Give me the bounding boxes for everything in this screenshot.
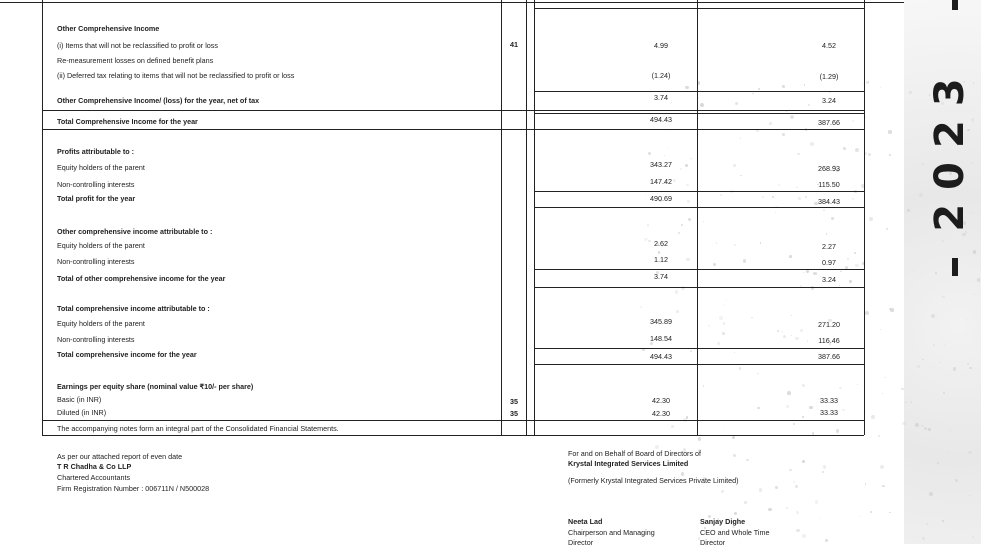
pattern-dot (658, 251, 660, 253)
pattern-dot (888, 130, 891, 133)
oci-attr-heading: Other comprehensive income attributable to : (57, 227, 213, 236)
profits-nci-py: 115.50 (818, 180, 840, 189)
auditor-line1: As per our attached report of even date (57, 452, 183, 461)
pattern-dot (889, 154, 890, 155)
pattern-dot (724, 304, 725, 305)
pattern-dot (943, 392, 945, 394)
tci-attr-nci-label: Non-controlling interests (57, 335, 135, 344)
pattern-dot (926, 523, 928, 525)
pattern-dot (820, 518, 821, 519)
pattern-dot (866, 81, 868, 83)
pattern-dot (859, 516, 860, 517)
profits-equity-label: Equity holders of the parent (57, 163, 145, 172)
pattern-dot (917, 365, 920, 368)
pattern-dot (804, 84, 806, 86)
pattern-dot (825, 539, 828, 542)
pattern-dot (802, 384, 805, 387)
pattern-dot (795, 485, 798, 488)
pattern-dot (777, 330, 779, 332)
tci-attr-total-cy: 494.43 (650, 352, 672, 361)
pattern-dot (942, 296, 944, 298)
board-line1: For and on Behalf of Board of Directors of (568, 449, 702, 458)
pattern-dot (666, 131, 668, 133)
pattern-dot (782, 85, 785, 88)
pattern-dot (967, 363, 969, 365)
pattern-dot (723, 322, 726, 325)
oci-item-i: (i) Items that will not be reclassified to profit or loss (57, 41, 218, 50)
signatory-1-role: Chairperson and Managing (568, 528, 655, 537)
pattern-dot (968, 451, 972, 455)
oci-attr-total-label: Total of other comprehensive income for the year (57, 274, 226, 283)
pattern-dot (851, 146, 852, 147)
pattern-dot (966, 319, 967, 320)
pattern-dot (703, 221, 704, 222)
table-left-border (42, 0, 43, 435)
eps-diluted-label: Diluted (in INR) (57, 408, 107, 417)
rule (534, 287, 864, 288)
oci-heading: Other Comprehensive Income (57, 24, 160, 33)
pattern-dot (783, 335, 786, 338)
signatory-2-role: CEO and Whole Time (700, 528, 770, 537)
pattern-dot (734, 244, 736, 246)
tci-attr-nci-py: 116.46 (818, 336, 840, 345)
pattern-dot (870, 511, 872, 513)
board-company: Krystal Integrated Services Limited (568, 459, 689, 468)
pattern-dot (922, 537, 925, 540)
pattern-dot (806, 270, 808, 272)
eps-diluted-cy: 42.30 (652, 409, 670, 418)
pattern-dot (786, 507, 788, 509)
pattern-dot (886, 228, 887, 229)
pattern-dot (931, 314, 934, 317)
pattern-dot (909, 143, 910, 144)
pattern-dot (720, 194, 722, 196)
oci-attr-total-py: 3.24 (822, 275, 836, 284)
pattern-dot (882, 393, 883, 394)
pattern-dot (940, 362, 941, 363)
pattern-dot (793, 423, 795, 425)
py-col-left-rule (697, 0, 698, 435)
pattern-dot (787, 391, 791, 395)
pattern-dot (775, 486, 778, 489)
eps-basic-note: 35 (510, 397, 518, 406)
tci-attr-equity-cy: 345.89 (650, 317, 672, 326)
oci-attr-nci-py: 0.97 (822, 258, 836, 267)
tci-attr-heading: Total comprehensive income attributable to : (57, 304, 210, 313)
oci-attr-equity-cy: 2.62 (654, 239, 668, 248)
pattern-dot (735, 102, 738, 105)
rule (534, 207, 864, 208)
profits-total-cy: 490.69 (650, 194, 672, 203)
pattern-dot (790, 115, 794, 119)
pattern-dot (963, 431, 964, 432)
pattern-dot (726, 300, 727, 301)
pattern-dot (913, 271, 914, 272)
profits-equity-cy: 343.27 (650, 160, 672, 169)
pattern-dot (724, 430, 725, 431)
year-dash (952, 258, 958, 276)
pattern-dot (744, 501, 747, 504)
pattern-dot (796, 187, 798, 189)
signatory-2-role2: Director (700, 538, 726, 547)
tci-attr-equity-py: 271.20 (818, 320, 840, 329)
pattern-dot (648, 152, 651, 155)
eps-diluted-py: 33.33 (820, 408, 838, 417)
pattern-dot (826, 233, 827, 234)
tci-cy: 494.43 (650, 115, 672, 124)
pattern-dot (901, 388, 903, 390)
pattern-dot (734, 512, 737, 515)
signatory-1-name: Neeta Lad (568, 517, 603, 526)
pattern-dot (733, 164, 737, 168)
auditor-line4: Firm Registration Number : 006711N / N500028 (57, 484, 210, 493)
signatory-2-name: Sanjay Dighe (700, 517, 746, 526)
pattern-dot (822, 471, 824, 473)
pattern-dot (823, 209, 825, 211)
pattern-dot (797, 153, 799, 155)
oci-attr-equity-label: Equity holders of the parent (57, 241, 145, 250)
dot-pattern (600, 80, 980, 544)
pattern-dot (905, 402, 907, 404)
pattern-dot (782, 133, 785, 136)
pattern-dot (717, 342, 720, 345)
pattern-dot (685, 86, 688, 89)
pattern-dot (880, 329, 881, 330)
pattern-dot (751, 317, 752, 318)
pattern-dot (789, 255, 792, 258)
year-dash-top (952, 0, 958, 10)
pattern-dot (973, 82, 974, 83)
oci-remeasurement: Re-measurement losses on defined benefit plans (57, 56, 214, 65)
pattern-dot (668, 147, 669, 148)
oci-remeasurement-cy: 4.99 (654, 41, 668, 50)
tci-attr-equity-label: Equity holders of the parent (57, 319, 145, 328)
pattern-dot (823, 465, 827, 469)
pattern-dot (948, 452, 949, 453)
pattern-dot (915, 423, 919, 427)
auditor-firm: T R Chadha & Co LLP (57, 462, 132, 471)
eps-heading: Earnings per equity share (nominal value ₹10/- per share) (57, 382, 254, 391)
pattern-dot (708, 325, 710, 327)
pattern-dot (675, 290, 678, 293)
pattern-dot (944, 344, 945, 345)
signatory-1-role2: Director (568, 538, 594, 547)
pattern-dot (802, 460, 805, 463)
tci-attr-nci-cy: 148.54 (650, 334, 672, 343)
pattern-dot (880, 87, 881, 88)
pattern-dot (759, 488, 762, 491)
pattern-dot (758, 88, 760, 90)
pattern-dot (836, 429, 840, 433)
oci-item-ii: (ii) Deferred tax relating to items that will not be reclassified to profit or loss (57, 71, 295, 80)
pattern-dot (840, 271, 842, 273)
tci-attr-total-py: 387.66 (818, 352, 840, 361)
pattern-dot (676, 310, 678, 312)
profits-total-label: Total profit for the year (57, 194, 136, 203)
pattern-dot (972, 536, 974, 538)
pattern-dot (734, 352, 735, 353)
pattern-dot (775, 212, 776, 213)
pattern-dot (929, 492, 932, 495)
pattern-dot (911, 401, 912, 402)
pattern-dot (647, 224, 650, 227)
rule (534, 364, 864, 365)
pattern-dot (955, 479, 958, 482)
oci-attr-total-cy: 3.74 (654, 272, 668, 281)
pattern-dot (671, 425, 674, 428)
oci-net-cy: 3.74 (654, 93, 668, 102)
pattern-dot (757, 407, 760, 410)
pattern-dot (752, 93, 753, 94)
note-col-left-rule (501, 0, 502, 435)
pattern-dot (949, 430, 950, 431)
year-banner (927, 40, 973, 250)
tci-py: 387.66 (818, 118, 840, 127)
cy-col-left-rule (534, 0, 535, 435)
pattern-dot (739, 367, 742, 370)
pattern-dot (924, 427, 927, 430)
pattern-dot (969, 367, 971, 369)
pattern-dot (713, 263, 716, 266)
pattern-dot (722, 332, 725, 335)
pattern-dot (922, 163, 924, 165)
rule (42, 435, 864, 436)
pattern-dot (839, 387, 841, 389)
pattern-dot (762, 196, 764, 198)
pattern-dot (864, 486, 866, 488)
pattern-dot (666, 489, 667, 490)
pattern-dot (769, 122, 772, 125)
oci-attr-nci-cy: 1.12 (654, 255, 668, 264)
pattern-dot (757, 373, 758, 374)
pattern-dot (640, 306, 642, 308)
oci-attr-nci-label: Non-controlling interests (57, 257, 135, 266)
pattern-dot (869, 217, 872, 220)
pattern-dot (688, 218, 691, 221)
rule (534, 113, 864, 114)
pattern-dot (796, 511, 799, 514)
profits-equity-py: 268.93 (818, 164, 840, 173)
eps-diluted-note: 35 (510, 409, 518, 418)
tci-label: Total Comprehensive Income for the year (57, 117, 198, 126)
pattern-dot (700, 103, 704, 107)
rule (42, 420, 864, 421)
year-label: 2023 (927, 64, 973, 232)
pattern-dot (933, 344, 935, 346)
pattern-dot (760, 242, 761, 243)
pattern-dot (865, 483, 867, 485)
pattern-dot (743, 259, 747, 263)
pattern-dot (854, 252, 856, 254)
eps-basic-py: 33.33 (820, 396, 838, 405)
rule (42, 129, 864, 130)
pattern-dot (740, 175, 741, 176)
table-right-border (864, 0, 865, 435)
pattern-dot (884, 377, 886, 379)
pattern-dot (786, 405, 789, 408)
pattern-dot (937, 462, 939, 464)
pattern-dot (919, 193, 923, 197)
pattern-dot (791, 315, 792, 316)
eps-basic-cy: 42.30 (652, 396, 670, 405)
rule (534, 348, 864, 349)
pattern-dot (880, 465, 884, 469)
pattern-dot (928, 428, 931, 431)
rule (534, 269, 864, 270)
oci-remeasurement-py: 4.52 (822, 41, 836, 50)
auditor-line3: Chartered Accountants (57, 473, 131, 482)
rule (534, 91, 864, 92)
pattern-dot (721, 490, 723, 492)
eps-basic-label: Basic (in INR) (57, 395, 102, 404)
pattern-dot (857, 384, 859, 386)
pattern-dot (802, 534, 806, 538)
pattern-dot (716, 242, 718, 244)
rule (534, 8, 864, 9)
note-col-right-rule (526, 0, 527, 435)
pattern-dot (871, 415, 875, 419)
pattern-dot (935, 272, 937, 274)
pattern-dot (909, 91, 911, 93)
top-rule (0, 2, 904, 3)
pattern-dot (693, 358, 694, 359)
pattern-dot (810, 142, 814, 146)
pattern-dot (922, 359, 923, 360)
pattern-dot (977, 278, 980, 282)
footnote: The accompanying notes form an integral part of the Consolidated Financial Statements. (57, 424, 339, 433)
pattern-dot (782, 331, 784, 333)
oci-net-label: Other Comprehensive Income/ (loss) for the year, net of tax (57, 96, 260, 105)
pattern-dot (732, 436, 736, 440)
rule (534, 191, 864, 192)
pattern-dot (793, 481, 795, 483)
pattern-dot (865, 311, 869, 315)
profits-attr-heading: Profits attributable to : (57, 147, 135, 156)
pattern-dot (664, 155, 665, 156)
rule (42, 110, 864, 111)
tci-attr-total-label: Total comprehensive income for the year (57, 350, 197, 359)
pattern-dot (942, 520, 944, 522)
pattern-dot (973, 250, 976, 253)
pattern-dot (778, 184, 780, 186)
pattern-dot (907, 209, 910, 212)
profits-nci-cy: 147.42 (650, 177, 672, 186)
pattern-dot (890, 308, 894, 312)
board-formerly: (Formerly Krystal Integrated Services Private Limited) (568, 476, 739, 485)
pattern-dot (855, 148, 859, 152)
pattern-dot (740, 137, 741, 138)
pattern-dot (803, 272, 804, 273)
pattern-dot (698, 437, 701, 440)
pattern-dot (768, 508, 771, 511)
pattern-dot (868, 153, 871, 156)
pattern-dot (772, 196, 774, 198)
pattern-dot (831, 217, 834, 220)
pattern-dot (815, 500, 819, 504)
pattern-dot (796, 529, 800, 533)
pattern-dot (953, 367, 956, 370)
pattern-dot (974, 294, 975, 295)
pattern-dot (878, 435, 880, 437)
oci-deferred-cy: (1.24) (651, 71, 671, 80)
oci-net-py: 3.24 (822, 96, 836, 105)
pattern-dot (678, 232, 679, 233)
pattern-dot (969, 495, 971, 497)
pattern-dot (889, 512, 890, 513)
pattern-dot (902, 422, 905, 425)
profits-nci-label: Non-controlling interests (57, 180, 135, 189)
pattern-dot (733, 454, 736, 457)
pattern-dot (843, 147, 846, 150)
pattern-dot (746, 459, 748, 461)
pattern-dot (789, 469, 791, 471)
profits-total-py: 384.43 (818, 197, 840, 206)
pattern-dot (839, 285, 840, 286)
pattern-dot (681, 224, 683, 226)
oci-attr-equity-py: 2.27 (822, 242, 836, 251)
pattern-dot (882, 485, 884, 487)
pattern-dot (703, 385, 705, 387)
oci-deferred-py: (1.29) (819, 72, 839, 81)
oci-note: 41 (510, 40, 518, 49)
pattern-dot (719, 316, 723, 320)
pattern-dot (791, 335, 792, 336)
pattern-dot (921, 425, 924, 428)
